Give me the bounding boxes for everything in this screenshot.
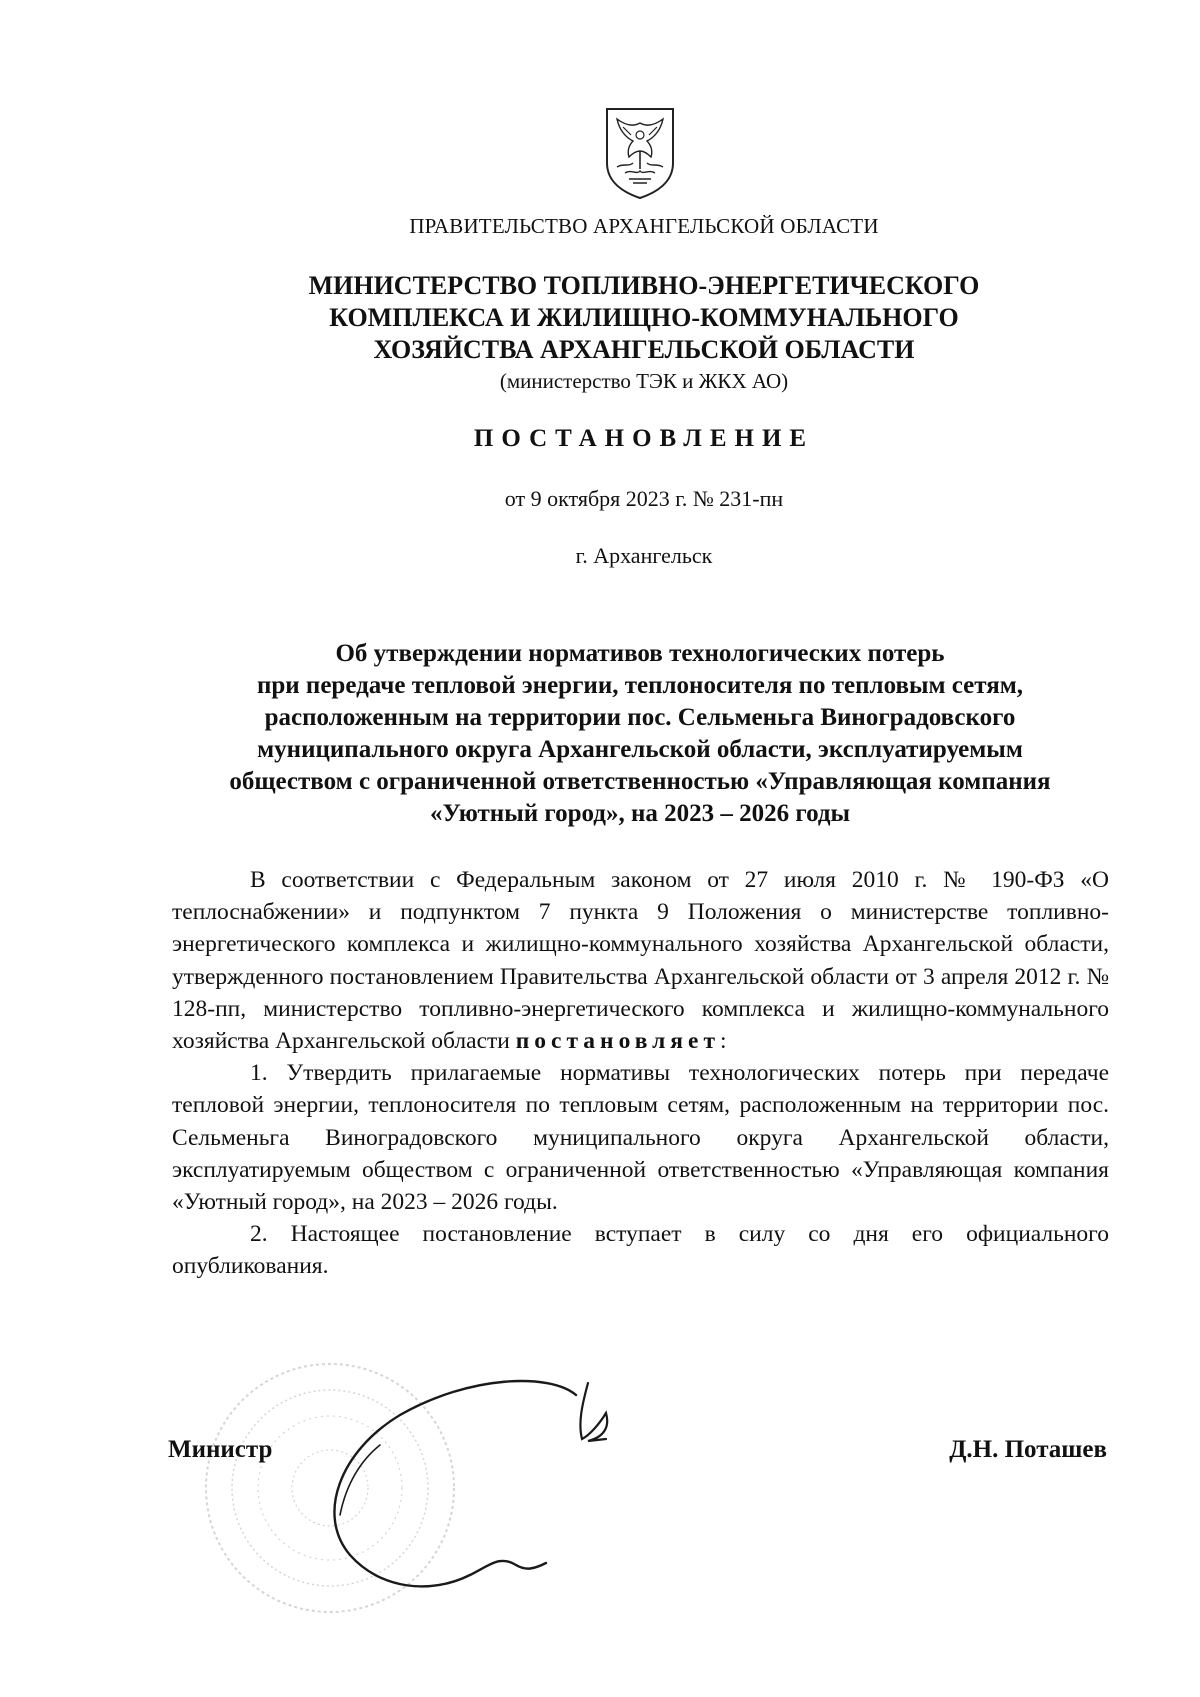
government-name: ПРАВИТЕЛЬСТВО АРХАНГЕЛЬСКОЙ ОБЛАСТИ [409,214,879,238]
title-line: при передаче тепловой энергии, теплоносителя по тепловым сетям, [256,672,1024,699]
handwritten-signature [320,1365,680,1610]
title-line: Об утверждении нормативов технологических потерь [335,640,945,667]
title-line: «Уютный город», на 2023 – 2026 годы [429,800,851,827]
preamble-text: В соответствии с Федеральным законом от 27 июля 2010 г. № 190-ФЗ «О теплоснабжении» и подпунктом 7 пункта 9 Положения о министерстве топливно-энергетического комплекса и жилищно-коммунального хозяйства Архангельской области, утвержденного постановлением Правительства Архангельской области от 3 апреля 2012 г. № 128-пп, министерство топливно-энергетического комплекса и жилищно-коммунального хозяйства Архангельской области [172,867,1109,1055]
coat-of-arms-icon [603,105,677,201]
item-1-paragraph: 1. Утвердить прилагаемые нормативы технологических потерь при передаче тепловой энергии, теплоносителя по тепловым сетям, расположенным на территории пос. Сельменьга Виноградовского муниципального округа Архангельской области, эксплуатируемым обществом с ограниченной ответственностью «Управляющая компания «Уютный город», на 2023 – 2026 годы. [172,1060,1109,1216]
document-type: ПОСТАНОВЛЕНИЕ [473,425,815,452]
item-2-paragraph: 2. Настоящее постановление вступает в силу со дня его официального опубликования. [172,1221,1109,1280]
ministry-short-name: (министерство ТЭК и ЖКХ АО) [499,369,789,393]
ministry-name-line: МИНИСТЕРСТВО ТОПЛИВНО-ЭНЕРГЕТИЧЕСКОГО [308,271,980,300]
title-line: расположенным на территории пос. Сельменьга Виноградовского [264,704,1016,731]
document-date-number: от 9 октября 2023 г. № 231-пн [504,486,784,511]
title-line: муниципального округа Архангельской области, эксплуатируемым [257,736,1023,763]
resolves-word: постановляет [515,1028,720,1055]
resolves-colon: : [720,1028,727,1055]
ministry-name-line: ХОЗЯЙСТВА АРХАНГЕЛЬСКОЙ ОБЛАСТИ [373,335,915,364]
signatory-name: Д.Н. Поташев [949,1436,1107,1463]
document-body [172,864,1109,1283]
document-city: г. Архангельск [575,543,713,568]
document-title [170,638,1110,830]
ministry-name-line: КОМПЛЕКСА И ЖИЛИЩНО-КОММУНАЛЬНОГО [329,303,959,332]
ministry-header [0,270,1200,396]
signatory-position: Министр [168,1436,273,1463]
preamble-paragraph [172,864,1109,1057]
title-line: обществом с ограниченной ответственностью «Управляющая компания [229,768,1051,795]
